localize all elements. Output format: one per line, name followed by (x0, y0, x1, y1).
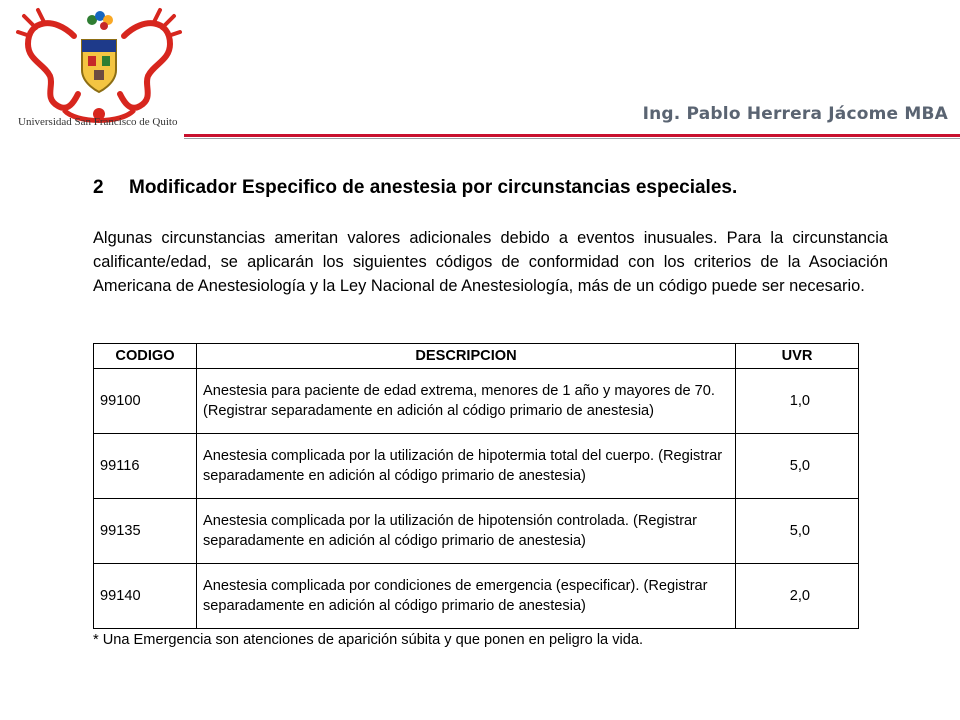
code-cell: 99100 (94, 369, 197, 434)
emergency-footnote: * Una Emergencia son atenciones de aparición súbita y que ponen en peligro la vida. (93, 632, 644, 648)
table-row (94, 369, 859, 434)
description-cell: Anestesia para paciente de edad extrema, menores de 1 año y mayores de 70. (Registrar separadamente en adición al código primario de anestesia) (197, 369, 736, 434)
header-divider-gray (184, 138, 960, 139)
header-divider-red (184, 134, 960, 137)
code-cell: 99116 (94, 434, 197, 499)
uvr-cell: 5,0 (736, 499, 859, 564)
intro-paragraph: Algunas circunstancias ameritan valores adicionales debido a eventos inusuales. Para la circunstancia calificante/edad, se aplicarán los siguientes códigos de conformidad con los criterios de la Asociación Americana de Anestesiología y la Ley Nacional de Anestesiología, más de un código puede ser necesario. (93, 229, 888, 295)
section-number: 2 (93, 177, 104, 198)
section-heading (93, 177, 737, 199)
uvr-cell: 2,0 (736, 564, 859, 629)
table-row (94, 564, 859, 629)
uvr-cell: 1,0 (736, 369, 859, 434)
table-row (94, 499, 859, 564)
description-cell: Anestesia complicada por la utilización de hipotermia total del cuerpo. (Registrar separadamente en adición al código primario de anestesia) (197, 434, 736, 499)
table-header-row (94, 344, 859, 369)
description-cell: Anestesia complicada por condiciones de emergencia (especificar). (Registrar separadamente en adición al código primario de anestesia) (197, 564, 736, 629)
code-cell: 99135 (94, 499, 197, 564)
author-name: Ing. Pablo Herrera Jácome MBA (642, 104, 948, 124)
description-cell: Anestesia complicada por la utilización de hipotensión controlada. (Registrar separadamente en adición al código primario de anestesia) (197, 499, 736, 564)
university-crest-logo (14, 6, 184, 132)
column-header-descripcion: DESCRIPCION (197, 344, 736, 369)
table-row (94, 434, 859, 499)
anesthesia-modifier-table (93, 343, 859, 629)
institution-name: Universidad San Francisco de Quito (18, 116, 178, 128)
column-header-uvr: UVR (736, 344, 859, 369)
section-title: Modificador Especifico de anestesia por circunstancias especiales. (129, 177, 738, 198)
uvr-cell: 5,0 (736, 434, 859, 499)
code-cell: 99140 (94, 564, 197, 629)
column-header-codigo: CODIGO (94, 344, 197, 369)
